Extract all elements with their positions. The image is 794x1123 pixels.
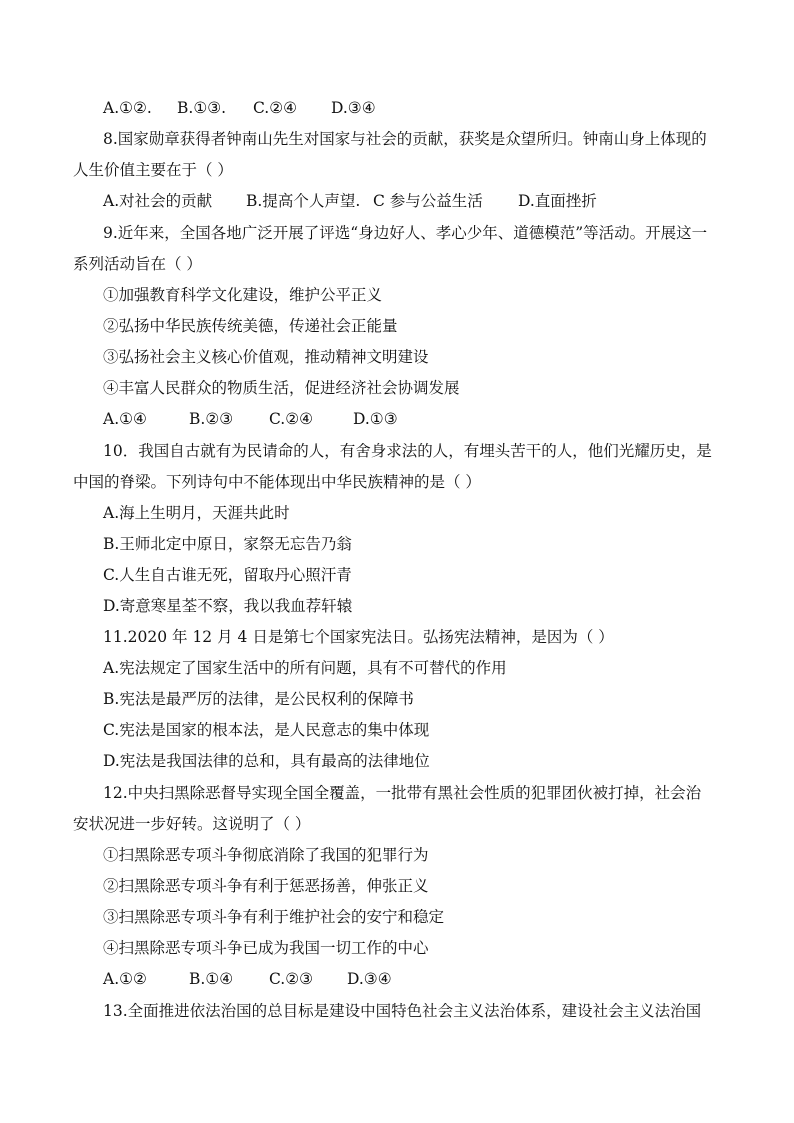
- q13-stem-line1: 13.全面推进依法治国的总目标是建设中国特色社会主义法治体系，建设社会主义法治国: [103, 1002, 702, 1020]
- q8-stem-line1: 8.国家勋章获得者钟南山先生对国家与社会的贡献，获奖是众望所归。钟南山身上体现的: [103, 130, 707, 148]
- q10-stem-line2: 中国的脊梁。下列诗句中不能体现出中华民族精神的是（ ）: [73, 473, 481, 491]
- q10-option-d: D.寄意寒星荃不察，我以我血荐轩辕: [103, 597, 353, 615]
- q7-option-c: C.②④: [253, 99, 298, 117]
- q9-options: [103, 409, 398, 429]
- q10-option-a: A.海上生明月，天涯共此时: [103, 504, 290, 522]
- q8-option-d: D.直面挫折: [518, 192, 597, 210]
- q11-stem-line1: 11.2020 年 12 月 4 日是第七个国家宪法日。弘扬宪法精神，是因为（ ）: [103, 628, 614, 646]
- q9-item-4: ④丰富人民群众的物质生活，促进经济社会协调发展: [103, 379, 460, 397]
- q8-option-b: B.提高个人声望.: [246, 192, 361, 210]
- q9-item-2: ②弘扬中华民族传统美德，传递社会正能量: [103, 317, 398, 335]
- q8-option-a: A.对社会的贡献: [103, 192, 213, 210]
- q11-option-b: B.宪法是最严厉的法律，是公民权利的保障书: [103, 690, 414, 708]
- q11-option-d: D.宪法是我国法律的总和，具有最高的法律地位: [103, 752, 430, 770]
- q9-item-3: ③弘扬社会主义核心价值观，推动精神文明建设: [103, 348, 429, 366]
- q12-stem-line2: 安状况进一步好转。这说明了（ ）: [73, 815, 311, 833]
- q11-option-c: C.宪法是国家的根本法，是人民意志的集中体现: [103, 721, 430, 739]
- q11-option-a: A.宪法规定了国家生活中的所有问题，具有不可替代的作用: [103, 659, 507, 677]
- q7-options: [103, 98, 376, 118]
- q9-option-a: A.①④: [103, 410, 147, 428]
- q10-option-b: B.王师北定中原日，家祭无忘告乃翁: [103, 535, 352, 553]
- q12-item-1: ①扫黑除恶专项斗争彻底消除了我国的犯罪行为: [103, 846, 429, 864]
- q9-item-1: ①加强教育科学文化建设，维护公平正义: [103, 286, 383, 304]
- q12-item-3: ③扫黑除恶专项斗争有利于维护社会的安宁和稳定: [103, 908, 445, 926]
- q7-option-d: D.③④: [331, 99, 376, 117]
- q12-item-4: ④扫黑除恶专项斗争已成为我国一切工作的中心: [103, 939, 429, 957]
- q12-item-2: ②扫黑除恶专项斗争有利于惩恶扬善，伸张正义: [103, 877, 429, 895]
- q9-stem-line1: 9.近年来，全国各地广泛开展了评选“身边好人、孝心少年、道德模范”等活动。开展这一: [103, 224, 708, 242]
- q7-option-b: B.①③.: [177, 99, 227, 117]
- q8-option-c: C 参与公益生活: [373, 192, 483, 210]
- q9-option-c: C.②④: [269, 410, 314, 428]
- q7-option-a: A.①②.: [103, 99, 152, 117]
- q12-option-d: D.③④: [347, 970, 392, 988]
- q12-option-c: C.②③: [269, 970, 314, 988]
- q12-stem-line1: 12.中央扫黑除恶督导实现全国全覆盖，一批带有黑社会性质的犯罪团伙被打掉，社会治: [103, 784, 702, 802]
- q10-stem-line1: 10．我国自古就有为民请命的人，有舍身求法的人，有埋头苦干的人，他们光耀历史，是: [103, 442, 712, 460]
- q12-options: [103, 969, 392, 989]
- q8-options: [103, 191, 597, 211]
- q9-stem-line2: 系列活动旨在（ ）: [73, 255, 202, 273]
- q10-option-c: C.人生自古谁无死，留取丹心照汗青: [103, 566, 352, 584]
- q9-option-b: B.②③: [189, 410, 234, 428]
- q9-option-d: D.①③: [353, 410, 398, 428]
- q12-option-b: B.①④: [189, 970, 234, 988]
- q8-stem-line2: 人生价值主要在于（ ）: [73, 161, 233, 179]
- q12-option-a: A.①②: [103, 970, 147, 988]
